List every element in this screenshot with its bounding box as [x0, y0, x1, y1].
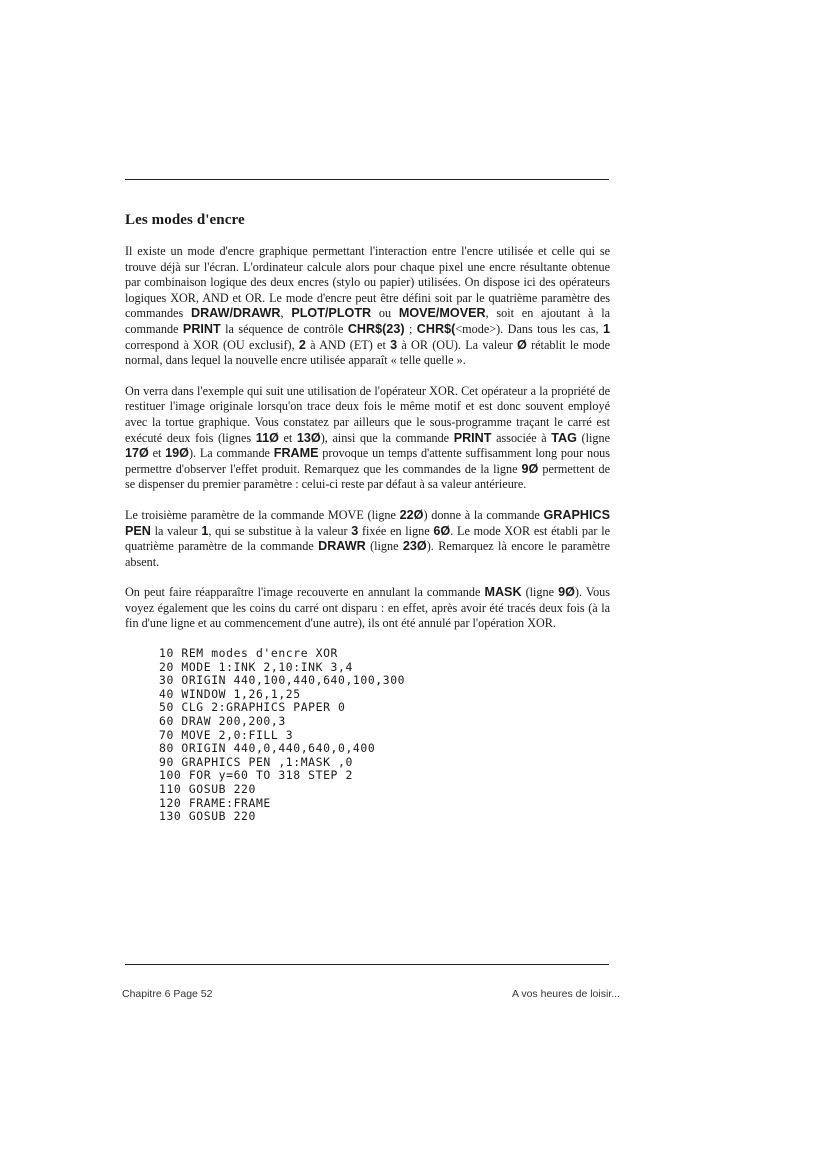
text: permettent de se dispenser du premier paramètre : celui-ci reste par défaut à sa valeur antérieure.: [125, 461, 610, 492]
code-line: 100 FOR y=60 TO 318 STEP 2: [159, 768, 353, 783]
footer-chapter-page: Chapitre 6 Page 52: [122, 988, 213, 1000]
keyword: GRAPHICS PEN: [125, 507, 610, 538]
code-line: 20 MODE 1:INK 2,10:INK 3,4: [159, 659, 353, 674]
keyword: CHR$(23): [347, 321, 405, 336]
keyword: MASK: [484, 585, 522, 600]
keyword: PRINT: [453, 430, 492, 445]
keyword: PRINT: [182, 321, 221, 336]
code-line: 40 WINDOW 1,26,1,25: [159, 686, 301, 701]
keyword: DRAW/DRAWR: [190, 306, 281, 321]
keyword: 9Ø: [558, 585, 575, 600]
text: <mode>). Dans tous les cas,: [455, 321, 603, 336]
keyword: 3: [390, 337, 398, 352]
code-line: 110 GOSUB 220: [159, 782, 256, 796]
paragraph-move-parameter: [125, 508, 610, 570]
code-line: 80 ORIGIN 440,0,440,640,0,400: [159, 741, 376, 756]
text: ). La commande: [188, 446, 274, 461]
keyword: FRAME: [273, 446, 319, 461]
keyword: TAG: [551, 430, 577, 445]
text: , qui se substitue à la valeur: [208, 523, 352, 538]
keyword: 1: [201, 523, 209, 538]
paragraph-mask: [125, 585, 610, 632]
code-line: 50 CLG 2:GRAPHICS PAPER 0: [159, 700, 346, 715]
text: rétablit le mode normal, dans lequel la nouvelle encre utilisée apparaît « telle quelle ».: [125, 337, 610, 368]
keyword: 13Ø: [296, 430, 321, 445]
text: la séquence de contrôle: [220, 321, 348, 336]
text: (ligne: [576, 430, 610, 445]
text: et: [278, 430, 297, 445]
code-line: 60 DRAW 200,200,3: [159, 714, 286, 729]
paragraph-xor-example: [125, 384, 610, 493]
code-line: 70 MOVE 2,0:FILL 3: [159, 727, 294, 742]
text: ). Vous voyez également que les coins du carré ont disparu : en effet, après avoir été tracés deux fois (à la fin d'une ligne et au commencement d'une autre), ils ont été annulé par l'opération XOR.: [125, 585, 611, 631]
code-line: 130 GOSUB 220: [159, 809, 256, 824]
page-body: [125, 244, 610, 824]
text: à AND (ET) et: [305, 337, 391, 352]
text: ), ainsi que la commande: [320, 430, 454, 445]
keyword: 23Ø: [402, 539, 427, 554]
code-line: 30 ORIGIN 440,100,440,640,100,300: [159, 673, 406, 688]
bottom-rule: [125, 964, 609, 965]
text: provoque un temps d'attente suffisamment long pour nous permettre d'observer l'effet produit. Remarquez que les commandes de la ligne: [125, 446, 610, 476]
code-line: 120 FRAME:FRAME: [159, 795, 271, 810]
keyword: CHR$(: [416, 321, 456, 336]
text: Il existe un mode d'encre graphique permettant l'interaction entre l'encre utilisée et celle qui se trouve déjà sur l'écran. L'ordinateur calcule alors pour chaque pixel une encre résultante obtenue par combinaison logique des deux encres (stylo ou papier) utilisées. On dispose ici des opérateurs logiques XOR, AND et OR. Le mode d'encre peut être défini soit par le quatrième paramètre des commandes: [125, 244, 610, 321]
text: ) donne à la commande: [423, 507, 544, 522]
keyword: 22Ø: [399, 507, 424, 522]
footer-book-title: A vos heures de loisir...: [512, 988, 620, 1000]
text: On verra dans l'exemple qui suit une utilisation de l'opérateur XOR. Cet opérateur a la propriété de restituer l'image originale lorsqu'on trace deux fois le même motif et est donc souvent employé avec la tortue graphique. Vous constatez par ailleurs que le sous-programme traçant le carré est exécuté deux fois (lignes: [125, 383, 610, 445]
text: la valeur: [150, 523, 202, 538]
keyword: DRAWR: [318, 539, 366, 554]
keyword: 19Ø: [165, 446, 189, 461]
text: (ligne: [521, 585, 559, 600]
keyword: 1: [602, 321, 610, 336]
keyword: 2: [298, 337, 306, 352]
code-line: 90 GRAPHICS PEN ,1:MASK ,0: [159, 754, 353, 769]
keyword: Ø: [517, 337, 527, 352]
paragraph-ink-modes-intro: [125, 244, 610, 369]
text: correspond à XOR (OU exclusif),: [125, 337, 299, 352]
keyword: 17Ø: [125, 446, 149, 461]
section-heading: Les modes d'encre: [125, 212, 245, 228]
text: Le troisième paramètre de la commande MOVE (ligne: [125, 507, 400, 522]
text: (ligne: [365, 539, 403, 554]
keyword: MOVE/MOVER: [398, 306, 486, 321]
keyword: 11Ø: [255, 430, 279, 445]
text: On peut faire réapparaître l'image recouverte en annulant la commande: [125, 585, 485, 600]
text: ,: [280, 306, 292, 321]
keyword: 9Ø: [521, 461, 539, 476]
keyword: 6Ø: [433, 523, 451, 538]
text: ou: [371, 306, 399, 321]
text: ). Remarquez là encore le paramètre absent.: [125, 539, 610, 569]
text: ;: [404, 321, 417, 336]
text: et: [148, 446, 166, 461]
code-line: 10 REM modes d'encre XOR: [159, 646, 338, 661]
text: associée à: [491, 430, 552, 445]
text: à OR (OU). La valeur: [397, 337, 518, 352]
keyword: PLOT/PLOTR: [291, 306, 372, 321]
text: fixée en ligne: [358, 523, 434, 538]
text: , soit en ajoutant à la commande: [125, 306, 611, 336]
code-listing: [159, 647, 610, 824]
top-rule: [125, 179, 609, 180]
keyword: 3: [351, 523, 359, 538]
text: . Le mode XOR est établi par le quatrième paramètre de la commande: [125, 523, 610, 554]
